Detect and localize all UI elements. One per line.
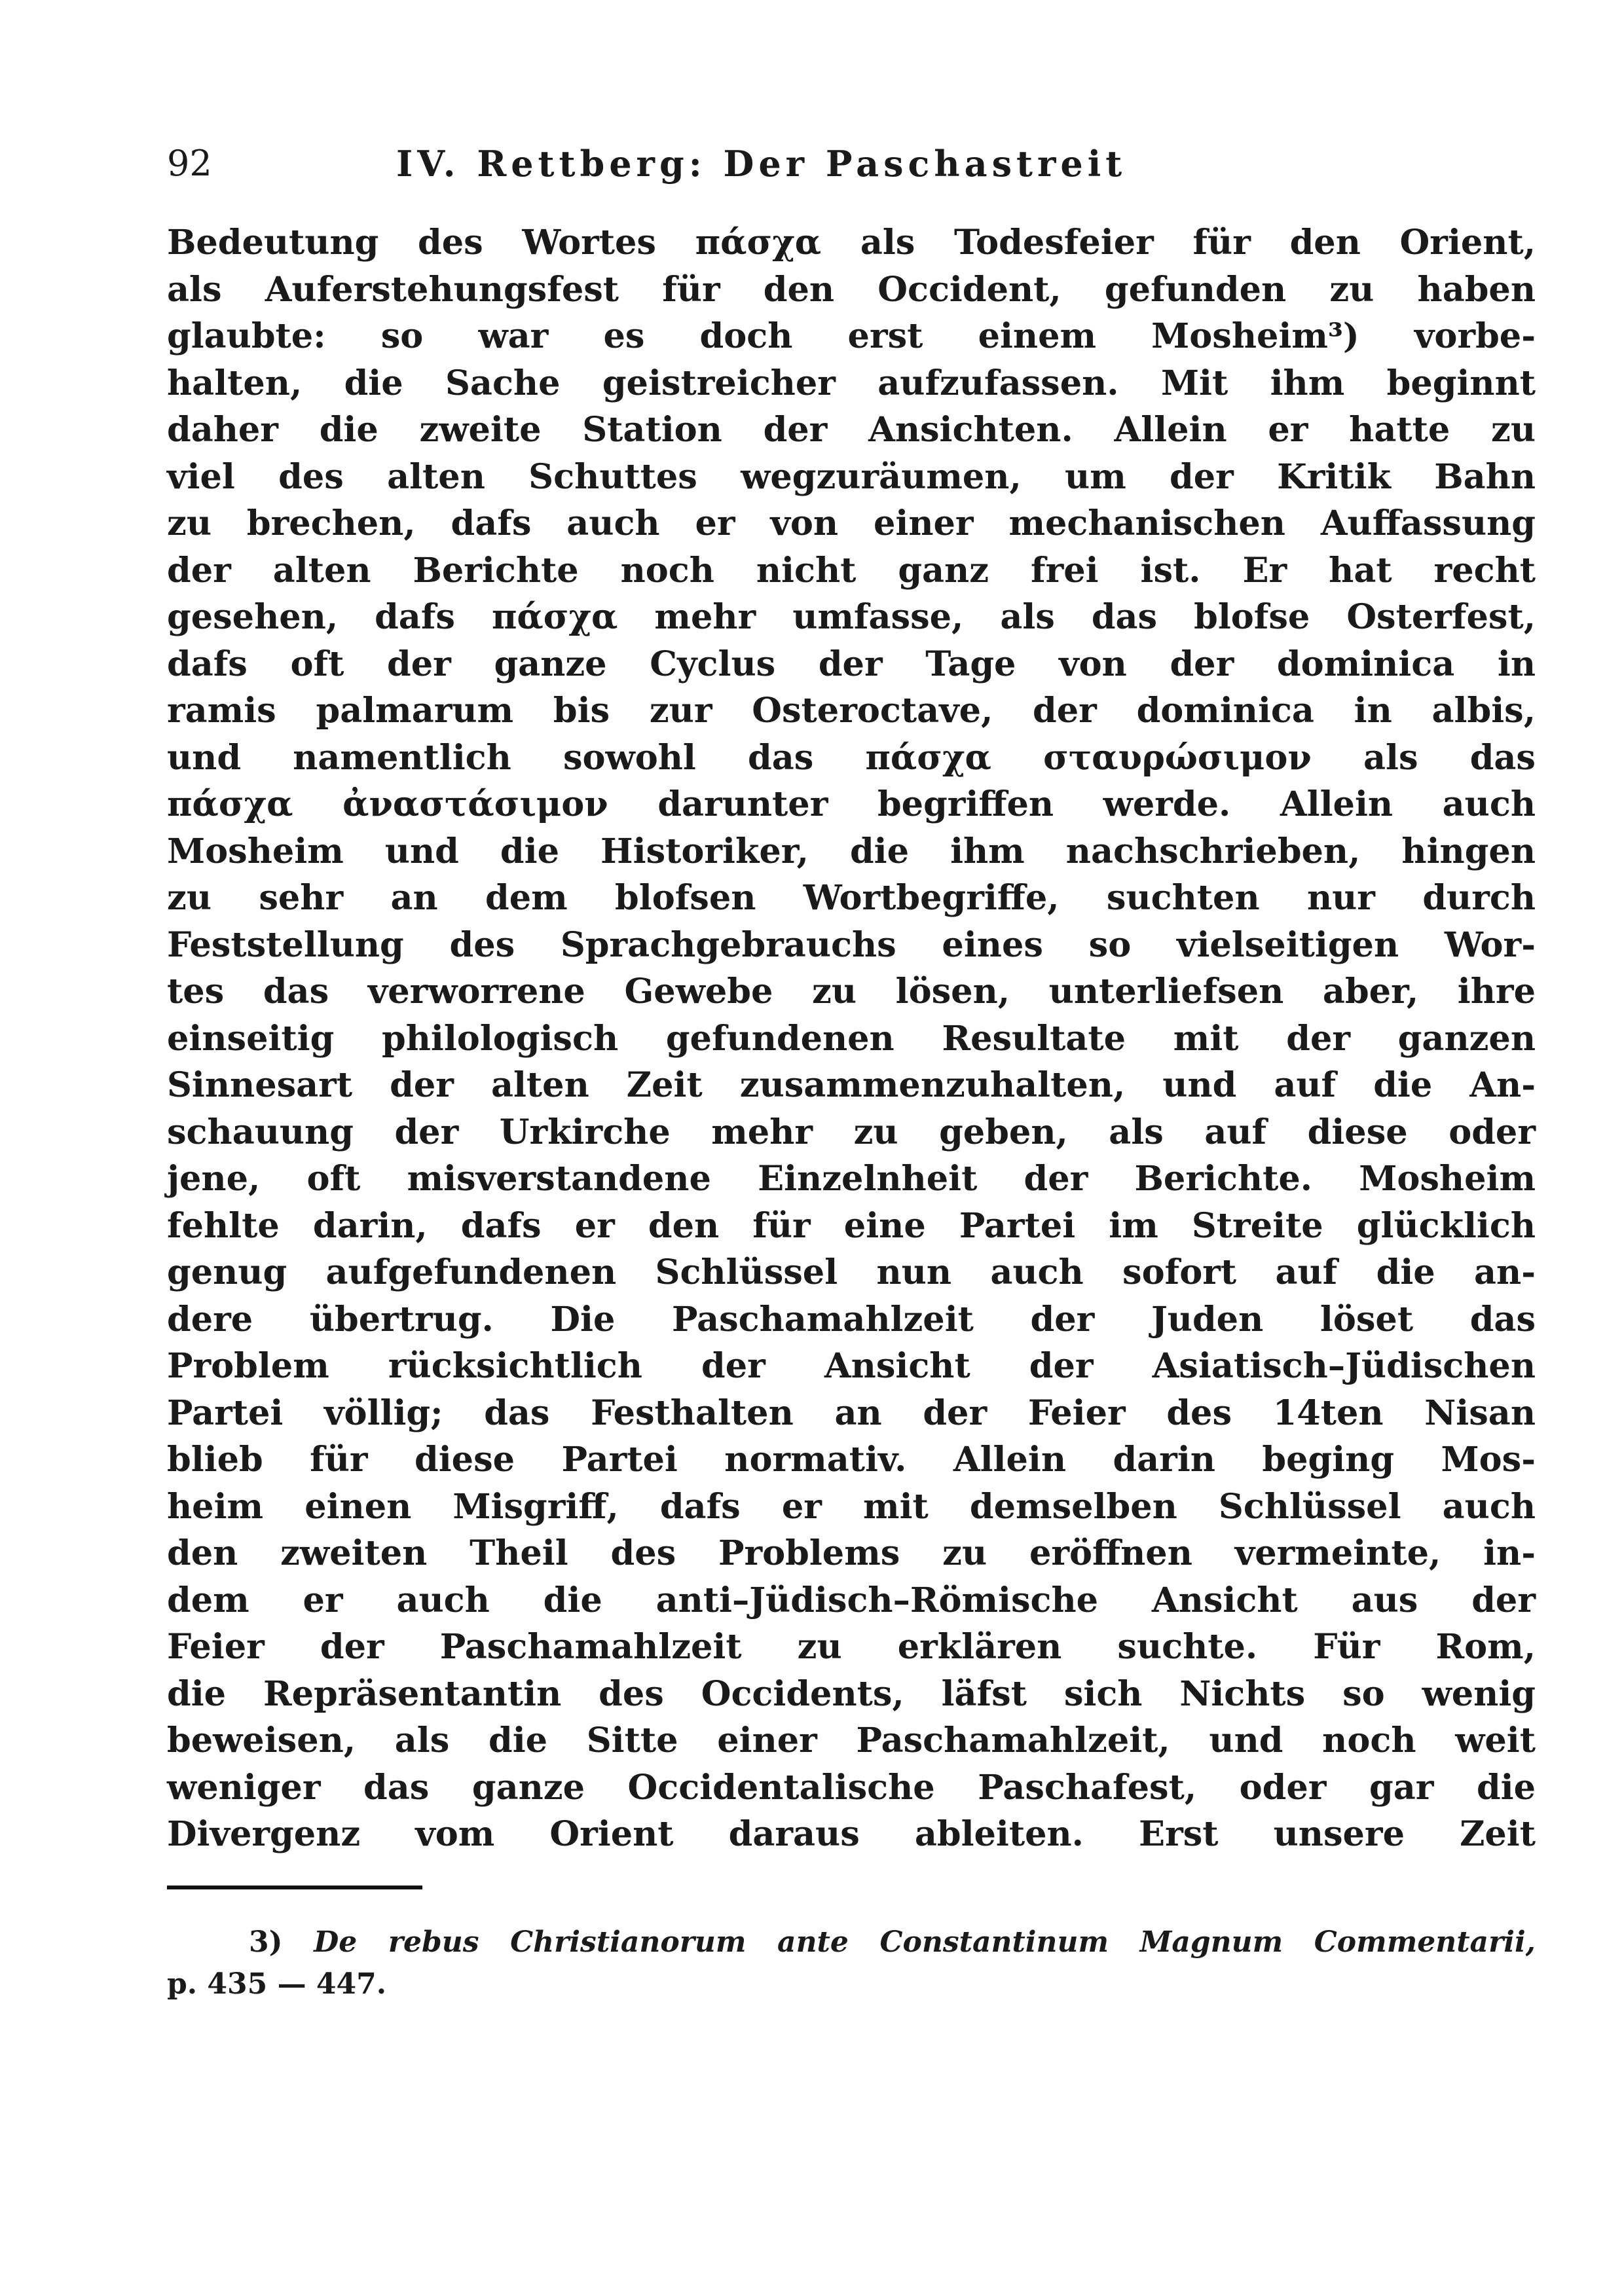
text-line: zu brechen, dafs auch er von einer mechanischen Auffassung	[167, 503, 1536, 543]
body-text	[167, 219, 1536, 1858]
text-line: Sinnesart der alten Zeit zusammenzuhalten, und auf die An-	[167, 1065, 1536, 1105]
text-line: jene, oft misverstandene Einzelnheit der Berichte. Mosheim	[167, 1159, 1536, 1199]
text-line: Feier der Paschamahlzeit zu erklären suchte. Für Rom,	[167, 1627, 1536, 1667]
footnote-title: De rebus Christianorum ante Constantinum Magnum Commentarii,	[314, 1925, 1536, 1959]
text-line: genug aufgefundenen Schlüssel nun auch sofort auf die an-	[167, 1252, 1536, 1292]
text-line: weniger das ganze Occidentalische Paschafest, oder gar die	[167, 1767, 1536, 1808]
text-line: und namentlich sowohl das πάσχα σταυρώσιμον als das	[167, 737, 1536, 778]
footnote-separator	[167, 1886, 422, 1889]
text-line: zu sehr an dem blofsen Wortbegriffe, suchten nur durch	[167, 878, 1536, 918]
text-line: Divergenz vom Orient daraus ableiten. Erst unsere Zeit	[167, 1814, 1536, 1854]
text-line: der alten Berichte noch nicht ganz frei ist. Er hat recht	[167, 550, 1536, 591]
text-line: viel des alten Schuttes wegzuräumen, um der Kritik Bahn	[167, 456, 1536, 497]
text-line: gesehen, dafs πάσχα mehr umfasse, als das blofse Osterfest,	[167, 597, 1536, 637]
text-line: Mosheim und die Historiker, die ihm nachschrieben, hingen	[167, 831, 1536, 871]
text-line: Partei völlig; das Festhalten an der Feier des 14ten Nisan	[167, 1393, 1536, 1433]
footnote	[167, 1922, 1536, 2005]
text-line: Problem rücksichtlich der Ansicht der Asiatisch–Jüdischen	[167, 1346, 1536, 1386]
page-number: 92	[167, 143, 212, 184]
text-line: heim einen Misgriff, dafs er mit demselben Schlüssel auch	[167, 1486, 1536, 1527]
text-line: dere übertrug. Die Paschamahlzeit der Juden löset das	[167, 1299, 1536, 1339]
text-line: die Repräsentantin des Occidents, läfst sich Nichts so wenig	[167, 1673, 1536, 1714]
text-line: daher die zweite Station der Ansichten. Allein er hatte zu	[167, 410, 1536, 450]
text-line: blieb für diese Partei normativ. Allein darin beging Mos-	[167, 1440, 1536, 1480]
footnote-marker: 3)	[249, 1925, 283, 1959]
text-line: Feststellung des Sprachgebrauchs eines so vielseitigen Wor-	[167, 924, 1536, 965]
text-line: fehlte darin, dafs er den für eine Partei im Streite glücklich	[167, 1205, 1536, 1246]
text-line: beweisen, als die Sitte einer Paschamahlzeit, und noch weit	[167, 1721, 1536, 1760]
text-line: ramis palmarum bis zur Osteroctave, der dominica in albis,	[167, 691, 1536, 731]
text-line: den zweiten Theil des Problems zu eröffnen vermeinte, in-	[167, 1533, 1536, 1573]
footnote-pages: p. 435 — 447.	[167, 1967, 387, 2001]
footnote-line-1	[167, 1922, 1536, 1963]
text-line: Bedeutung des Wortes πάσχα als Todesfeier für den Orient,	[167, 223, 1536, 263]
text-line: πάσχα ἀναστάσιμον darunter begriffen werde. Allein auch	[167, 784, 1536, 824]
text-line: glaubte: so war es doch erst einem Mosheim³) vorbe-	[167, 316, 1536, 356]
running-head: IV. Rettberg: Der Paschastreit	[396, 143, 1127, 185]
text-line: dem er auch die anti–Jüdisch–Römische Ansicht aus der	[167, 1580, 1536, 1620]
text-line: einseitig philologisch gefundenen Resultate mit der ganzen	[167, 1018, 1536, 1059]
text-line: als Auferstehungsfest für den Occident, gefunden zu haben	[167, 269, 1536, 310]
text-line: tes das verworrene Gewebe zu lösen, unterliefsen aber, ihre	[167, 972, 1536, 1011]
page-header	[167, 143, 1333, 195]
text-line: halten, die Sache geistreicher aufzufassen. Mit ihm beginnt	[167, 363, 1536, 403]
text-line: schauung der Urkirche mehr zu geben, als auf diese oder	[167, 1112, 1536, 1152]
text-line: dafs oft der ganze Cyclus der Tage von der dominica in	[167, 644, 1536, 684]
